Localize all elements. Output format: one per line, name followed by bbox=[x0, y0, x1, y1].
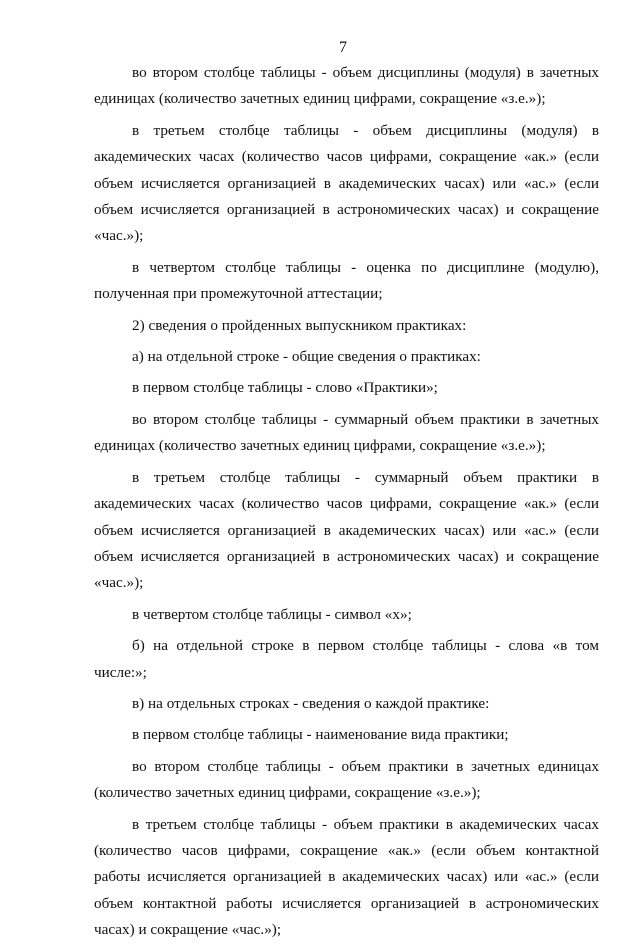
paragraph: б) на отдельной строке в первом столбце таблицы - слова «в том числе:»; bbox=[94, 637, 599, 681]
paragraph: а) на отдельной строке - общие сведения о практиках: bbox=[132, 348, 481, 366]
paragraph: 2) сведения о пройденных выпускником практиках: bbox=[132, 316, 467, 334]
paragraph: в первом столбце таблицы - наименование вида практики; bbox=[132, 726, 509, 744]
paragraph: во втором столбце таблицы - объем дисциплины (модуля) в зачетных единицах (количество зачетных единиц цифрами, сокращение «з.е.»); bbox=[94, 64, 599, 108]
paragraph: в четвертом столбце таблицы - оценка по дисциплине (модулю), полученная при промежуточной аттестации; bbox=[94, 258, 599, 303]
paragraph: в четвертом столбце таблицы - символ «х»; bbox=[132, 605, 412, 623]
paragraph: в первом столбце таблицы - слово «Практики»; bbox=[132, 379, 438, 397]
paragraph: в третьем столбце таблицы - суммарный объем практики в академических часах (количество часов цифрами, сокращение «ак.» (если объем исчисляется организацией в академических часах) или «ас.» (если объем исчисляется организацией в астрономических часах) и сокращение «час.»); bbox=[94, 468, 599, 592]
paragraph: в) на отдельных строках - сведения о каждой практике: bbox=[132, 694, 490, 712]
paragraph: в третьем столбце таблицы - объем практики в академических часах (количество часов цифрами, сокращение «ак.» (если объем контактной работы исчисляется организацией в академических часах) или «ас.» (если объем контактной работы исчисляется организацией в астрономических часах) и сокращение «час.»); bbox=[94, 815, 599, 939]
page-number: 7 bbox=[339, 39, 347, 56]
paragraph: в третьем столбце таблицы - объем дисциплины (модуля) в академических часах (количество часов цифрами, сокращение «ак.» (если объем исчисляется организацией в академических часах) или «ас.» (если объем исчисляется организацией в астрономических часах) и сокращение «час.»); bbox=[94, 121, 599, 245]
paragraph: во втором столбце таблицы - объем практики в зачетных единицах (количество зачетных единиц цифрами, сокращение «з.е.»); bbox=[94, 757, 599, 802]
document-body bbox=[94, 60, 599, 949]
paragraph: во втором столбце таблицы - суммарный объем практики в зачетных единицах (количество зачетных единиц цифрами, сокращение «з.е.»); bbox=[94, 410, 599, 455]
